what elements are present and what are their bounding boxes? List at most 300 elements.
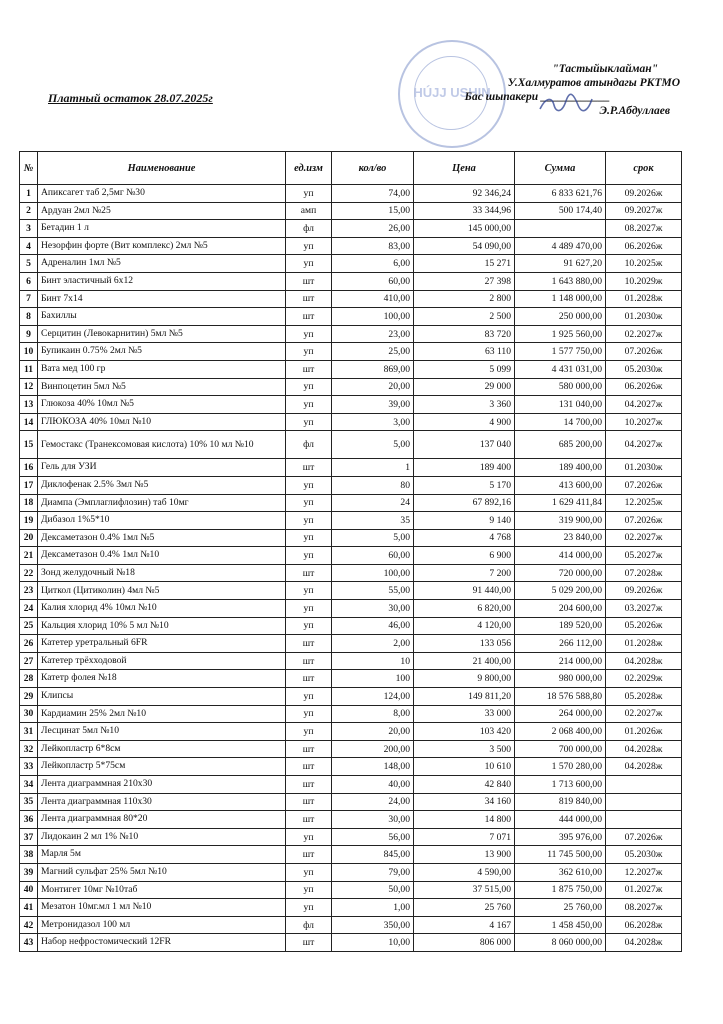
row-number: 10 — [20, 343, 38, 361]
item-qty: 869,00 — [332, 360, 414, 378]
item-expiry: 05.2030ж — [606, 360, 682, 378]
item-price: 21 400,00 — [414, 652, 515, 670]
item-qty: 410,00 — [332, 290, 414, 308]
item-unit: шт — [286, 934, 332, 952]
row-number: 14 — [20, 413, 38, 431]
item-name: Дибазол 1%5*10 — [38, 512, 286, 530]
item-expiry: 08.2027ж — [606, 899, 682, 917]
item-name: Бинт 7х14 — [38, 290, 286, 308]
item-name: Набор нефростомический 12FR — [38, 934, 286, 952]
table-row — [20, 396, 682, 414]
table-row — [20, 582, 682, 600]
item-qty: 39,00 — [332, 396, 414, 414]
item-expiry: 10.2027ж — [606, 413, 682, 431]
table-row — [20, 431, 682, 459]
row-number: 28 — [20, 670, 38, 688]
row-number: 23 — [20, 582, 38, 600]
item-sum: 189 520,00 — [515, 617, 606, 635]
item-name: Мезатон 10мг.мл 1 мл №10 — [38, 899, 286, 917]
item-price: 4 768 — [414, 529, 515, 547]
item-unit: шт — [286, 272, 332, 290]
item-sum: 91 627,20 — [515, 255, 606, 273]
item-expiry: 05.2027ж — [606, 547, 682, 565]
item-unit: шт — [286, 758, 332, 776]
item-expiry: 07.2026ж — [606, 476, 682, 494]
item-expiry: 06.2026ж — [606, 237, 682, 255]
table-row — [20, 459, 682, 477]
item-unit: уп — [286, 325, 332, 343]
col-header-expiry: срок — [606, 152, 682, 185]
item-price: 149 811,20 — [414, 688, 515, 706]
approval-line-2: У.Халмуратов атындагы РКТМО — [507, 77, 680, 89]
item-price: 6 820,00 — [414, 600, 515, 618]
item-qty: 350,00 — [332, 916, 414, 934]
item-price: 33 344,96 — [414, 202, 515, 220]
item-name: Гемостакс (Транексомовая кислота) 10% 10 мл №10 — [38, 431, 286, 459]
item-unit: шт — [286, 776, 332, 794]
item-qty: 2,00 — [332, 635, 414, 653]
item-expiry: 12.2027ж — [606, 863, 682, 881]
item-price: 4 900 — [414, 413, 515, 431]
item-unit: шт — [286, 564, 332, 582]
item-unit: фл — [286, 431, 332, 459]
row-number: 12 — [20, 378, 38, 396]
item-expiry: 05.2028ж — [606, 688, 682, 706]
item-sum: 413 600,00 — [515, 476, 606, 494]
row-number: 18 — [20, 494, 38, 512]
table-row — [20, 670, 682, 688]
item-sum: 131 040,00 — [515, 396, 606, 414]
item-unit: уп — [286, 378, 332, 396]
row-number: 34 — [20, 776, 38, 794]
row-number: 9 — [20, 325, 38, 343]
item-unit: уп — [286, 600, 332, 618]
table-row — [20, 758, 682, 776]
item-price: 189 400 — [414, 459, 515, 477]
col-header-sum: Сумма — [515, 152, 606, 185]
row-number: 27 — [20, 652, 38, 670]
item-sum: 500 174,40 — [515, 202, 606, 220]
item-price: 103 420 — [414, 723, 515, 741]
row-number: 31 — [20, 723, 38, 741]
table-row — [20, 740, 682, 758]
item-price: 806 000 — [414, 934, 515, 952]
item-price: 15 271 — [414, 255, 515, 273]
item-qty: 24,00 — [332, 793, 414, 811]
item-name: Циткол (Цитиколин) 4мл №5 — [38, 582, 286, 600]
table-row — [20, 828, 682, 846]
item-price: 5 099 — [414, 360, 515, 378]
table-row — [20, 881, 682, 899]
item-qty: 60,00 — [332, 547, 414, 565]
table-row — [20, 899, 682, 917]
item-qty: 25,00 — [332, 343, 414, 361]
table-row — [20, 378, 682, 396]
approval-line-1: "Тастыйыклайман" — [552, 63, 658, 75]
item-unit: шт — [286, 290, 332, 308]
item-expiry: 04.2027ж — [606, 396, 682, 414]
table-row — [20, 290, 682, 308]
item-unit: уп — [286, 512, 332, 530]
item-unit: шт — [286, 459, 332, 477]
item-unit: уп — [286, 705, 332, 723]
item-qty: 1 — [332, 459, 414, 477]
item-sum: 580 000,00 — [515, 378, 606, 396]
table-row — [20, 635, 682, 653]
row-number: 17 — [20, 476, 38, 494]
item-name: Серцитин (Левокарнитин) 5мл №5 — [38, 325, 286, 343]
row-number: 11 — [20, 360, 38, 378]
row-number: 22 — [20, 564, 38, 582]
item-sum: 4 489 470,00 — [515, 237, 606, 255]
item-price: 83 720 — [414, 325, 515, 343]
item-name: Лента диаграммная 80*20 — [38, 811, 286, 829]
table-row — [20, 413, 682, 431]
item-name: Лидокаин 2 мл 1% №10 — [38, 828, 286, 846]
item-qty: 100 — [332, 670, 414, 688]
item-sum: 444 000,00 — [515, 811, 606, 829]
item-name: Калия хлорид 4% 10мл №10 — [38, 600, 286, 618]
table-row — [20, 185, 682, 203]
row-number: 32 — [20, 740, 38, 758]
row-number: 5 — [20, 255, 38, 273]
item-qty: 40,00 — [332, 776, 414, 794]
table-row — [20, 723, 682, 741]
item-sum: 214 000,00 — [515, 652, 606, 670]
item-name: ГЛЮКОЗА 40% 10мл №10 — [38, 413, 286, 431]
item-unit: уп — [286, 343, 332, 361]
item-unit: уп — [286, 547, 332, 565]
item-unit: уп — [286, 237, 332, 255]
table-row — [20, 863, 682, 881]
row-number: 35 — [20, 793, 38, 811]
item-name: Бетадин 1 л — [38, 220, 286, 238]
item-qty: 83,00 — [332, 237, 414, 255]
item-sum: 264 000,00 — [515, 705, 606, 723]
item-expiry: 06.2026ж — [606, 378, 682, 396]
item-unit: шт — [286, 793, 332, 811]
row-number: 13 — [20, 396, 38, 414]
item-unit: уп — [286, 494, 332, 512]
col-header-qty: кол/во — [332, 152, 414, 185]
item-price: 33 000 — [414, 705, 515, 723]
row-number: 36 — [20, 811, 38, 829]
row-number: 16 — [20, 459, 38, 477]
table-row — [20, 220, 682, 238]
item-unit: шт — [286, 740, 332, 758]
table-row — [20, 564, 682, 582]
item-sum: 1 629 411,84 — [515, 494, 606, 512]
item-expiry: 09.2026ж — [606, 185, 682, 203]
table-row — [20, 600, 682, 618]
item-name: Лента диаграммная 110х30 — [38, 793, 286, 811]
item-price: 67 892,16 — [414, 494, 515, 512]
item-unit: шт — [286, 846, 332, 864]
item-name: Дексаметазон 0.4% 1мл №10 — [38, 547, 286, 565]
table-body — [20, 185, 682, 952]
item-unit: уп — [286, 688, 332, 706]
item-qty: 148,00 — [332, 758, 414, 776]
row-number: 38 — [20, 846, 38, 864]
col-header-number: № — [20, 152, 38, 185]
item-expiry: 12.2025ж — [606, 494, 682, 512]
table-row — [20, 934, 682, 952]
item-expiry: 04.2028ж — [606, 652, 682, 670]
item-qty: 56,00 — [332, 828, 414, 846]
item-sum — [515, 220, 606, 238]
item-expiry: 08.2027ж — [606, 220, 682, 238]
item-qty: 30,00 — [332, 811, 414, 829]
item-expiry: 07.2028ж — [606, 564, 682, 582]
item-qty: 60,00 — [332, 272, 414, 290]
item-unit: уп — [286, 582, 332, 600]
item-expiry: 07.2026ж — [606, 343, 682, 361]
item-price: 2 500 — [414, 308, 515, 326]
item-price: 27 398 — [414, 272, 515, 290]
item-expiry: 02.2029ж — [606, 670, 682, 688]
item-expiry: 10.2025ж — [606, 255, 682, 273]
item-sum: 1 577 750,00 — [515, 343, 606, 361]
approval-line-4: Э.Р.Абдуллаев — [599, 105, 670, 117]
item-expiry — [606, 776, 682, 794]
item-price: 37 515,00 — [414, 881, 515, 899]
item-name: Глюкоза 40% 10мл №5 — [38, 396, 286, 414]
item-price: 7 071 — [414, 828, 515, 846]
item-price: 25 760 — [414, 899, 515, 917]
table-row — [20, 308, 682, 326]
row-number: 19 — [20, 512, 38, 530]
item-name: Апиксагет таб 2,5мг №30 — [38, 185, 286, 203]
item-sum: 5 029 200,00 — [515, 582, 606, 600]
item-qty: 15,00 — [332, 202, 414, 220]
item-sum: 1 643 880,00 — [515, 272, 606, 290]
item-unit: уп — [286, 413, 332, 431]
item-sum: 819 840,00 — [515, 793, 606, 811]
col-header-unit: ед.изм — [286, 152, 332, 185]
item-name: Метронидазол 100 мл — [38, 916, 286, 934]
item-price: 34 160 — [414, 793, 515, 811]
item-expiry: 02.2027ж — [606, 325, 682, 343]
item-name: Марля 5м — [38, 846, 286, 864]
item-qty: 8,00 — [332, 705, 414, 723]
item-qty: 74,00 — [332, 185, 414, 203]
item-qty: 1,00 — [332, 899, 414, 917]
item-qty: 26,00 — [332, 220, 414, 238]
item-sum: 1 875 750,00 — [515, 881, 606, 899]
item-name: Катетер уретральный 6FR — [38, 635, 286, 653]
item-price: 42 840 — [414, 776, 515, 794]
table-row — [20, 688, 682, 706]
item-name: Гель для УЗИ — [38, 459, 286, 477]
item-unit: уп — [286, 185, 332, 203]
item-name: Лесцинат 5мл №10 — [38, 723, 286, 741]
item-qty: 100,00 — [332, 308, 414, 326]
row-number: 41 — [20, 899, 38, 917]
item-expiry: 05.2026ж — [606, 617, 682, 635]
item-qty: 845,00 — [332, 846, 414, 864]
item-sum: 1 713 600,00 — [515, 776, 606, 794]
item-price: 6 900 — [414, 547, 515, 565]
item-qty: 46,00 — [332, 617, 414, 635]
item-name: Бинт эластичный 6х12 — [38, 272, 286, 290]
item-unit: шт — [286, 635, 332, 653]
table-row — [20, 652, 682, 670]
item-price: 91 440,00 — [414, 582, 515, 600]
item-unit: уп — [286, 881, 332, 899]
table-row — [20, 255, 682, 273]
item-expiry: 10.2029ж — [606, 272, 682, 290]
row-number: 26 — [20, 635, 38, 653]
item-sum: 23 840,00 — [515, 529, 606, 547]
item-price: 63 110 — [414, 343, 515, 361]
item-price: 3 500 — [414, 740, 515, 758]
item-expiry: 06.2028ж — [606, 916, 682, 934]
col-header-name: Наименование — [38, 152, 286, 185]
row-number: 39 — [20, 863, 38, 881]
item-sum: 980 000,00 — [515, 670, 606, 688]
item-sum: 685 200,00 — [515, 431, 606, 459]
approval-line-3: Бас шыпакери ____________ — [464, 91, 610, 103]
item-name: Лейкопластр 6*8см — [38, 740, 286, 758]
row-number: 4 — [20, 237, 38, 255]
signature-image — [538, 93, 594, 115]
row-number: 25 — [20, 617, 38, 635]
item-expiry: 04.2027ж — [606, 431, 682, 459]
row-number: 8 — [20, 308, 38, 326]
item-qty: 10 — [332, 652, 414, 670]
row-number: 6 — [20, 272, 38, 290]
item-sum: 204 600,00 — [515, 600, 606, 618]
row-number: 37 — [20, 828, 38, 846]
item-expiry: 07.2026ж — [606, 512, 682, 530]
item-expiry: 02.2027ж — [606, 529, 682, 547]
item-expiry: 01.2027ж — [606, 881, 682, 899]
item-name: Катетер трёхходовой — [38, 652, 286, 670]
item-qty: 124,00 — [332, 688, 414, 706]
item-qty: 35 — [332, 512, 414, 530]
item-unit: шт — [286, 652, 332, 670]
table-row — [20, 705, 682, 723]
item-unit: фл — [286, 916, 332, 934]
table-row — [20, 494, 682, 512]
table-row — [20, 793, 682, 811]
row-number: 2 — [20, 202, 38, 220]
table-row — [20, 617, 682, 635]
item-unit: уп — [286, 617, 332, 635]
item-price: 10 610 — [414, 758, 515, 776]
item-price: 9 140 — [414, 512, 515, 530]
item-expiry: 01.2030ж — [606, 308, 682, 326]
item-price: 2 800 — [414, 290, 515, 308]
item-qty: 23,00 — [332, 325, 414, 343]
item-qty: 80 — [332, 476, 414, 494]
item-sum: 1 148 000,00 — [515, 290, 606, 308]
item-expiry: 07.2026ж — [606, 828, 682, 846]
row-number: 40 — [20, 881, 38, 899]
item-qty: 200,00 — [332, 740, 414, 758]
row-number: 1 — [20, 185, 38, 203]
item-sum: 395 976,00 — [515, 828, 606, 846]
item-unit: фл — [286, 220, 332, 238]
page-title: Платный остаток 28.07.2025г — [48, 91, 213, 105]
item-unit: уп — [286, 723, 332, 741]
item-price: 13 900 — [414, 846, 515, 864]
item-sum: 1 458 450,00 — [515, 916, 606, 934]
item-qty: 100,00 — [332, 564, 414, 582]
item-sum: 4 431 031,00 — [515, 360, 606, 378]
table-row — [20, 512, 682, 530]
item-qty: 3,00 — [332, 413, 414, 431]
item-qty: 30,00 — [332, 600, 414, 618]
item-name: Незорфин форте (Вит комплекс) 2мл №5 — [38, 237, 286, 255]
item-sum: 250 000,00 — [515, 308, 606, 326]
item-sum: 8 060 000,00 — [515, 934, 606, 952]
table-row — [20, 237, 682, 255]
table-row — [20, 325, 682, 343]
table-row — [20, 916, 682, 934]
row-number: 30 — [20, 705, 38, 723]
item-sum: 189 400,00 — [515, 459, 606, 477]
row-number: 20 — [20, 529, 38, 547]
item-price: 4 120,00 — [414, 617, 515, 635]
item-expiry: 01.2026ж — [606, 723, 682, 741]
row-number: 21 — [20, 547, 38, 565]
item-price: 14 800 — [414, 811, 515, 829]
item-sum: 25 760,00 — [515, 899, 606, 917]
item-price: 145 000,00 — [414, 220, 515, 238]
row-number: 43 — [20, 934, 38, 952]
item-expiry: 04.2028ж — [606, 758, 682, 776]
table-header-row — [20, 152, 682, 185]
col-header-price: Цена — [414, 152, 515, 185]
item-name: Бахиллы — [38, 308, 286, 326]
row-number: 33 — [20, 758, 38, 776]
item-unit: уп — [286, 828, 332, 846]
table-row — [20, 360, 682, 378]
table-row — [20, 547, 682, 565]
item-price: 4 167 — [414, 916, 515, 934]
item-sum: 266 112,00 — [515, 635, 606, 653]
item-expiry — [606, 793, 682, 811]
item-name: Кардиамин 25% 2мл №10 — [38, 705, 286, 723]
item-qty: 20,00 — [332, 723, 414, 741]
item-expiry: 03.2027ж — [606, 600, 682, 618]
item-unit: амп — [286, 202, 332, 220]
item-unit: шт — [286, 308, 332, 326]
item-qty: 24 — [332, 494, 414, 512]
row-number: 7 — [20, 290, 38, 308]
item-price: 133 056 — [414, 635, 515, 653]
row-number: 15 — [20, 431, 38, 459]
item-sum: 1 925 560,00 — [515, 325, 606, 343]
item-sum: 414 000,00 — [515, 547, 606, 565]
item-sum: 1 570 280,00 — [515, 758, 606, 776]
item-expiry: 01.2028ж — [606, 635, 682, 653]
item-sum: 11 745 500,00 — [515, 846, 606, 864]
item-unit: уп — [286, 899, 332, 917]
item-qty: 5,00 — [332, 431, 414, 459]
item-name: Дексаметазон 0.4% 1мл №5 — [38, 529, 286, 547]
row-number: 42 — [20, 916, 38, 934]
item-name: Ардуан 2мл №25 — [38, 202, 286, 220]
item-name: Клипсы — [38, 688, 286, 706]
item-qty: 5,00 — [332, 529, 414, 547]
item-expiry: 01.2030ж — [606, 459, 682, 477]
item-sum: 700 000,00 — [515, 740, 606, 758]
table-row — [20, 202, 682, 220]
item-unit: уп — [286, 396, 332, 414]
item-price: 5 170 — [414, 476, 515, 494]
